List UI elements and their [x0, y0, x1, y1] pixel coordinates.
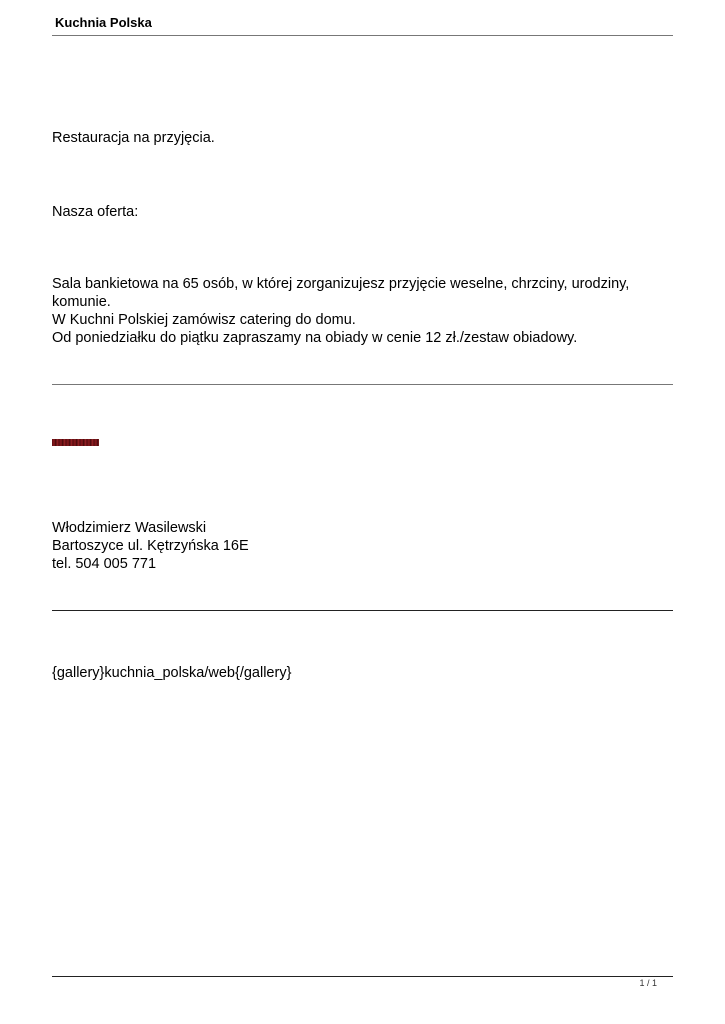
footer-divider [52, 976, 673, 977]
offer-heading: Nasza oferta: [52, 204, 139, 220]
header-divider [52, 35, 673, 36]
contact-block [52, 519, 682, 573]
section-divider [52, 384, 673, 385]
offer-paragraph [52, 275, 652, 347]
photo-thumbnail [52, 439, 99, 446]
offer-line: Sala bankietowa na 65 osób, w której zorganizujesz przyjęcie weselne, chrzciny, urodziny, komunie. [52, 276, 630, 310]
page-number: 1 / 1 [639, 978, 657, 988]
document-title: Kuchnia Polska [55, 15, 152, 30]
offer-line: W Kuchni Polskiej zamówisz catering do domu. [52, 312, 356, 328]
gallery-tag: {gallery}kuchnia_polska/web{/gallery} [52, 665, 292, 681]
contact-phone: tel. 504 005 771 [52, 556, 157, 572]
intro-text: Restauracja na przyjęcia. [52, 130, 215, 146]
offer-line: Od poniedziałku do piątku zapraszamy na obiady w cenie 12 zł./zestaw obiadowy. [52, 330, 578, 346]
contact-address: Bartoszyce ul. Kętrzyńska 16E [52, 538, 249, 554]
contact-name: Włodzimierz Wasilewski [52, 520, 207, 536]
contact-divider [52, 610, 673, 611]
